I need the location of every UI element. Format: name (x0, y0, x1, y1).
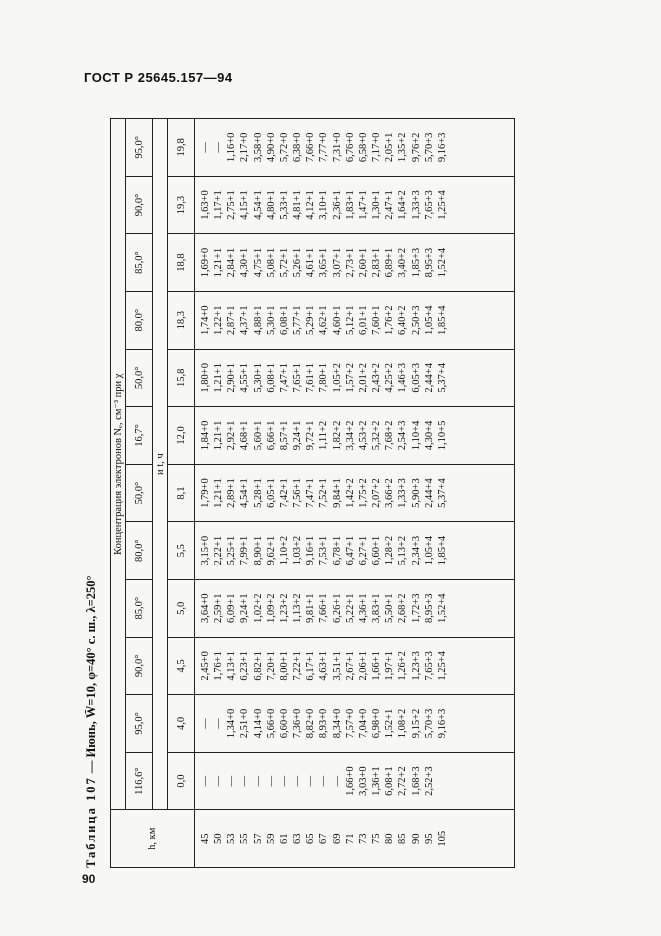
chi-value: 95,0° (126, 695, 153, 753)
chi-value: 16,7° (126, 407, 153, 465)
chi-value: 85,0° (126, 579, 153, 637)
concentration-column: 3,64+0 2,59+1 6,09+1 9,24+1 1,02+2 1,09+2 1,23+2 1,13+2 9,81+1 7,66+1 6,26+1 5,22+1 4,36+1 3,83+1 5,50+1 2,68+2 1,72+3 8,95+3 1,52+4 (195, 579, 515, 637)
concentration-column: 1,74+0 1,22+1 2,87+1 4,37+1 4,88+1 5,30+1 6,08+1 5,77+1 5,29+1 4,62+1 4,60+1 5,12+1 6,01+1 7,60+1 1,76+2 6,40+2 2,50+3 1,05+4 1,85+4 (195, 291, 515, 349)
time-value: 8,1 (168, 464, 195, 522)
time-row (168, 119, 195, 868)
chi-value: 95,0° (126, 119, 153, 177)
concentration-column: — — — — — — — — — — — 1,66+0 3,03+0 1,36+1 6,08+1 2,72+2 1,68+3 2,52+3 (195, 752, 515, 810)
time-value: 19,8 (168, 119, 195, 177)
height-list: 45 50 53 55 57 59 61 63 65 67 69 71 73 75 80 85 90 95 105 (195, 810, 515, 868)
rotated-table-block (84, 118, 516, 868)
time-value: 18,3 (168, 291, 195, 349)
table-body (111, 119, 515, 868)
electron-concentration-table (110, 118, 515, 868)
time-value: 0,0 (168, 752, 195, 810)
chi-value: 80,0° (126, 291, 153, 349)
time-value: 4,5 (168, 637, 195, 695)
chi-value: 50,0° (126, 464, 153, 522)
time-value: 18,8 (168, 234, 195, 292)
chi-row (126, 119, 153, 868)
time-value: 15,8 (168, 349, 195, 407)
time-value: 12,0 (168, 407, 195, 465)
time-header: и t, ч (153, 119, 168, 810)
chi-value: 90,0° (126, 637, 153, 695)
time-value: 4,0 (168, 695, 195, 753)
caption-text: — Июнь, W̄=10, φ=40° с. ш., λ=250° (84, 575, 98, 777)
concentration-column: 3,15+0 2,22+1 5,25+1 7,99+1 8,90+1 9,62+1 1,10+2 1,03+2 9,16+1 7,53+1 6,78+1 6,47+1 6,27+1 6,60+1 1,28+2 5,13+2 2,34+3 1,05+4 1,85+4 (195, 522, 515, 580)
time-value: 5,0 (168, 579, 195, 637)
concentration-column: 2,45+0 1,76+1 4,13+1 6,23+1 6,82+1 7,20+1 8,00+1 7,22+1 6,17+1 4,63+1 3,51+1 2,67+1 2,06+1 1,66+1 1,97+1 1,26+2 1,23+3 7,65+3 1,25+4 (195, 637, 515, 695)
time-value: 19,3 (168, 176, 195, 234)
concentration-column: 1,79+0 1,21+1 2,89+1 4,54+1 5,28+1 6,05+1 7,42+1 7,56+1 7,47+1 7,52+1 9,84+1 1,42+2 1,75+2 2,07+2 3,66+2 1,33+3 5,90+3 2,44+4 5,37+4 (195, 464, 515, 522)
chi-value: 116,6° (126, 752, 153, 810)
data-row (195, 119, 515, 868)
concentration-header: Концентрация электронов Nₑ, см⁻³ при χ (111, 119, 126, 810)
table-caption (84, 575, 108, 868)
chi-value: 85,0° (126, 234, 153, 292)
caption-prefix: Таблица 107 (84, 776, 98, 868)
concentration-column: 1,80+0 1,21+1 2,90+1 4,55+1 5,30+1 6,08+1 7,47+1 7,65+1 7,61+1 7,80+1 1,05+2 1,57+2 2,01+2 2,43+2 4,25+2 1,46+3 6,05+3 2,44+4 5,37+4 (195, 349, 515, 407)
concentration-column: 1,63+0 1,17+1 2,75+1 4,15+1 4,54+1 4,80+1 5,33+1 4,81+1 4,12+1 3,10+1 2,36+1 1,83+1 1,47+1 1,30+1 2,47+1 1,64+2 1,33+3 7,65+3 1,25+4 (195, 176, 515, 234)
chi-value: 80,0° (126, 522, 153, 580)
document-header: ГОСТ Р 25645.157—94 (84, 70, 233, 85)
time-value: 5,5 (168, 522, 195, 580)
height-column-header: h, км (111, 810, 195, 868)
concentration-column: 1,69+0 1,21+1 2,84+1 4,30+1 4,75+1 5,08+1 5,72+1 5,26+1 4,61+1 3,65+1 3,07+1 2,73+1 2,60+1 2,83+1 6,89+1 3,40+2 1,85+3 8,95+3 1,52+4 (195, 234, 515, 292)
concentration-column: — — 1,16+0 2,17+0 3,58+0 4,90+0 5,72+0 6,38+0 7,66+0 7,77+0 7,31+0 6,76+0 6,58+0 7,17+0 2,05+1 1,35+2 9,76+2 5,70+3 9,16+3 (195, 119, 515, 177)
chi-value: 50,0° (126, 349, 153, 407)
chi-value: 90,0° (126, 176, 153, 234)
page-number: 90 (82, 872, 96, 886)
concentration-column: — — 1,34+0 2,51+0 4,14+0 5,66+0 6,60+0 7,36+0 8,82+0 8,93+0 8,34+0 7,57+0 7,04+0 6,98+0 1,52+1 1,08+2 9,15+2 5,70+3 9,16+3 (195, 695, 515, 753)
concentration-column: 1,84+0 1,21+1 2,92+1 4,68+1 5,60+1 6,66+1 8,57+1 9,24+1 9,72+1 1,11+2 1,82+2 3,34+2 4,53+2 5,32+2 7,68+2 2,54+3 1,10+4 4,30+4 1,10+5 (195, 407, 515, 465)
